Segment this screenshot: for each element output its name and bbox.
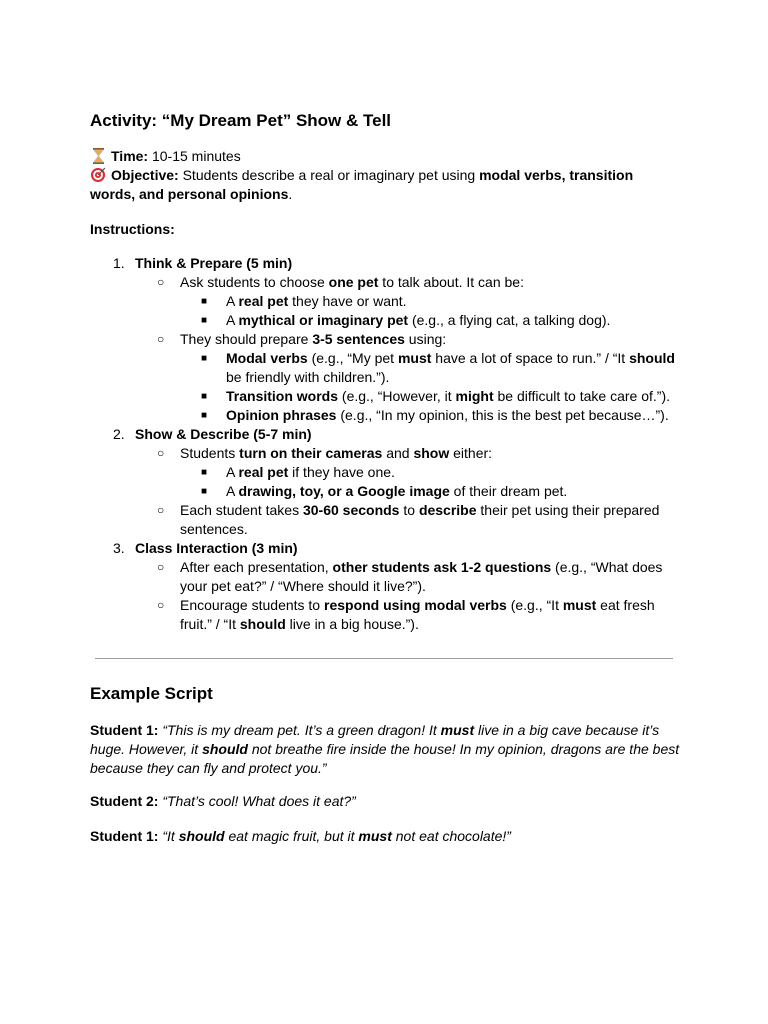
circle-bullet-icon: ○: [157, 332, 165, 346]
circle-bullet-icon: ○: [157, 275, 165, 289]
quote-run: “That’s cool! What does it eat?”: [158, 793, 356, 809]
text-run: their pet using their prepared sentences.: [180, 502, 660, 537]
bold-quote-run: must: [440, 722, 475, 738]
step-title: Show & Describe (5-7 min): [135, 426, 312, 442]
text-run: Each student takes: [180, 502, 303, 518]
text-run: They should prepare: [180, 331, 313, 347]
step-item: [90, 425, 680, 444]
time-value: 10-15 minutes: [148, 148, 241, 164]
text-run: A: [226, 483, 239, 499]
text-run: (e.g., a flying cat, a talking dog).: [408, 312, 611, 328]
step-item: [90, 254, 680, 273]
bold-run: mythical or imaginary pet: [238, 312, 409, 328]
square-bullet-icon: ■: [201, 391, 208, 402]
bold-run: drawing, toy, or a Google image: [238, 483, 450, 499]
sub-item: [90, 273, 680, 292]
text-run: (e.g., “In my opinion, this is the best pet because…”).: [336, 407, 669, 423]
script-line: [90, 721, 680, 778]
objective-bold: modal verbs, transition words, and personal opinions: [90, 167, 634, 202]
bold-run: Modal verbs: [226, 350, 308, 366]
text-run: Students: [180, 445, 240, 461]
circle-bullet-icon: ○: [157, 503, 165, 517]
step-number: 2.: [113, 426, 125, 442]
instructions-heading: Instructions:: [90, 221, 175, 237]
square-bullet-icon: ■: [201, 467, 208, 478]
script-paragraph: [90, 721, 680, 778]
objective-label: Objective:: [111, 167, 179, 183]
text-run: be friendly with children.”).: [226, 369, 390, 385]
square-bullet-icon: ■: [201, 486, 208, 497]
square-bullet-icon: ■: [201, 410, 208, 421]
activity-title: Activity: “My Dream Pet” Show & Tell: [90, 111, 392, 130]
text-run: if they have one.: [288, 464, 395, 480]
bold-run: respond using modal verbs: [324, 597, 507, 613]
bold-run: Transition words: [226, 388, 339, 404]
bold-run: 30-60 seconds: [302, 502, 400, 518]
text-run: be difficult to take care of.”).: [493, 388, 670, 404]
speaker-label: Student 2:: [90, 793, 159, 809]
step-item: [90, 539, 680, 558]
bold-run: should: [629, 350, 675, 366]
objective-text: Students describe a real or imaginary pet using: [178, 167, 480, 183]
text-run: A: [226, 293, 239, 309]
example-script-heading: Example Script: [90, 684, 213, 703]
bold-run: describe: [418, 502, 477, 518]
quote-run: “It: [158, 828, 179, 844]
step-number: 3.: [113, 540, 125, 556]
script-paragraph: [90, 827, 680, 846]
objective-end: .: [288, 186, 293, 202]
bold-quote-run: must: [358, 828, 392, 844]
sub-sub-item: [90, 292, 680, 311]
hourglass-icon: [90, 148, 107, 164]
quote-run: not eat chocolate!”: [391, 828, 511, 844]
text-run: (e.g., “However, it: [338, 388, 456, 404]
sub-sub-item: [90, 387, 680, 406]
horizontal-rule: [95, 658, 673, 659]
text-run: After each presentation,: [180, 559, 333, 575]
bold-run: turn on their cameras: [239, 445, 383, 461]
speaker-label: Student 1:: [90, 722, 159, 738]
text-run: to: [399, 502, 419, 518]
sub-item: [90, 558, 680, 596]
script-line: [90, 827, 680, 846]
step-title: Think & Prepare (5 min): [135, 255, 293, 271]
bold-run: other students ask 1-2 questions: [332, 559, 552, 575]
bold-run: 3-5 sentences: [312, 331, 405, 347]
circle-bullet-icon: ○: [157, 560, 165, 574]
time-line: [90, 147, 680, 166]
script-paragraph: [90, 792, 680, 811]
text-run: live in a big house.”).: [285, 616, 419, 632]
square-bullet-icon: ■: [201, 296, 208, 307]
text-run: Ask students to choose: [180, 274, 329, 290]
quote-run: eat magic fruit, but it: [224, 828, 359, 844]
text-run: A: [226, 464, 239, 480]
text-run: Encourage students to: [180, 597, 324, 613]
bold-run: must: [397, 350, 432, 366]
bold-run: one pet: [328, 274, 379, 290]
text-run: (e.g., “It: [506, 597, 563, 613]
sub-sub-item: [90, 406, 680, 425]
text-run: have a lot of space to run.” / “It: [431, 350, 630, 366]
bold-run: should: [239, 616, 286, 632]
speaker-label: Student 1:: [90, 828, 159, 844]
step-number: 1.: [113, 255, 125, 271]
square-bullet-icon: ■: [201, 315, 208, 326]
bold-run: real pet: [238, 293, 289, 309]
text-run: to talk about. It can be:: [378, 274, 524, 290]
text-run: they have or want.: [288, 293, 407, 309]
text-run: either:: [449, 445, 493, 461]
bold-run: real pet: [238, 464, 289, 480]
text-run: of their dream pet.: [449, 483, 568, 499]
objective-line: [90, 166, 680, 204]
instructions-list: [90, 254, 680, 634]
time-label: Time:: [111, 148, 149, 164]
activity-meta: [90, 147, 680, 204]
text-run: (e.g., “What does your pet eat?” / “Where should it live?”).: [180, 559, 663, 594]
circle-bullet-icon: ○: [157, 446, 165, 460]
script-line: [90, 792, 680, 811]
sub-sub-item: [90, 463, 680, 482]
bold-quote-run: should: [202, 741, 248, 757]
sub-item: [90, 596, 680, 634]
text-run: A: [226, 312, 239, 328]
step-title: Class Interaction (3 min): [135, 540, 298, 556]
text-run: and: [382, 445, 414, 461]
sub-sub-item: [90, 482, 680, 501]
sub-sub-item: [90, 311, 680, 330]
bold-run: might: [455, 388, 494, 404]
sub-item: [90, 501, 680, 539]
quote-run: not breathe fire inside the house! In my opinion, dragons are the best because they can fly and protect you.”: [90, 741, 680, 776]
bold-run: must: [562, 597, 597, 613]
bold-run: Opinion phrases: [226, 407, 337, 423]
target-icon: [90, 167, 107, 183]
text-run: eat fresh fruit.” / “It: [180, 597, 655, 632]
bold-run: show: [413, 445, 450, 461]
circle-bullet-icon: ○: [157, 598, 165, 612]
sub-item: [90, 444, 680, 463]
quote-run: “This is my dream pet. It’s a green dragon! It: [158, 722, 441, 738]
sub-item: [90, 330, 680, 349]
square-bullet-icon: ■: [201, 353, 208, 364]
sub-sub-item: [90, 349, 680, 387]
quote-run: live in a big cave because it’s huge. However, it: [90, 722, 660, 757]
bold-quote-run: should: [178, 828, 225, 844]
text-run: (e.g., “My pet: [307, 350, 398, 366]
text-run: using:: [404, 331, 447, 347]
